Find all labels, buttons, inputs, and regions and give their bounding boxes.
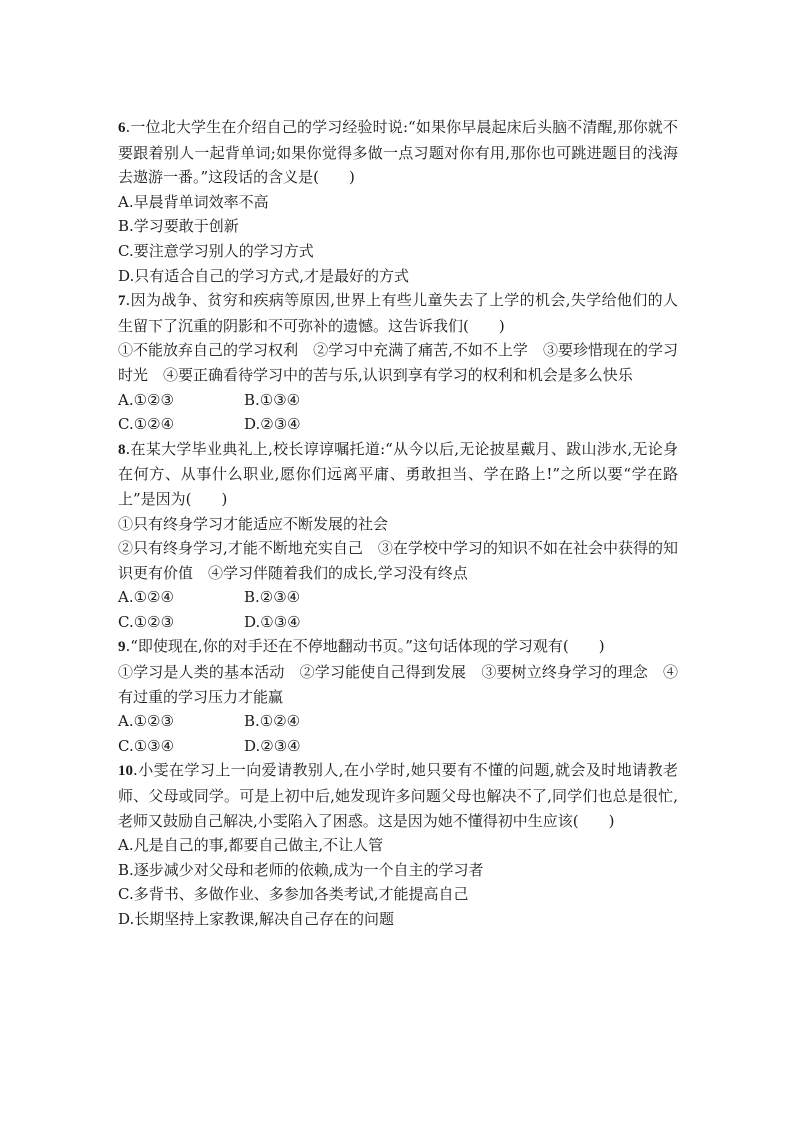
statement-list: ①学习是人类的基本活动 ②学习能使自己得到发展 ③要树立终身学习的理念 ④有过重的学习压力才能赢 <box>118 663 678 706</box>
question-stem <box>118 288 678 338</box>
choice-b: B.②③④ <box>244 588 301 607</box>
choice-c: C.①②③ <box>118 612 175 631</box>
choice-row <box>118 734 678 759</box>
choice-row <box>118 610 678 635</box>
question-stem <box>118 437 678 512</box>
question-text: .一位北大学生在介绍自己的学习经验时说:“如果你早晨起床后头脑不清醒,那你就不要跟着别人一起背单词;如果你觉得多做一点习题对你有用,那你也可跳进题目的浅海去遨游一番。”这段话的含义是( ) <box>118 118 678 187</box>
choice-b: B.①②④ <box>244 712 301 731</box>
option-d: D.只有适合自己的学习方式,才是最好的方式 <box>118 266 410 285</box>
question-text: .小雯在学习上一向爱请教别人,在小学时,她只要有不懂的问题,就会及时地请教老师、父母或同学。可是上初中后,她发现许多问题父母也解决不了,同学们也总是很忙,老师又鼓励自己解决,小雯陷入了困惑。这是因为她不懂得初中生应该( ) <box>118 761 678 830</box>
choice-d: D.①③④ <box>244 612 301 631</box>
option-c: C.要注意学习别人的学习方式 <box>118 241 314 260</box>
choice-d: D.②③④ <box>244 415 301 434</box>
choice-row <box>118 388 678 413</box>
choice-row <box>118 585 678 610</box>
choice-a: A.①②④ <box>118 588 174 607</box>
question-10 <box>118 758 678 931</box>
question-text: .“即使现在,你的对手还在不停地翻动书页。”这句话体现的学习观有( ) <box>125 637 605 656</box>
option-b: B.逐步减少对父母和老师的依赖,成为一个自主的学习者 <box>118 860 484 879</box>
choice-c: C.①③④ <box>118 736 175 755</box>
choice-b: B.①③④ <box>244 390 301 409</box>
choice-d: D.②③④ <box>244 736 301 755</box>
question-number: 9 <box>118 639 126 656</box>
question-8 <box>118 437 678 635</box>
option-b: B.学习要敢于创新 <box>118 217 239 236</box>
question-number: 7 <box>118 293 126 310</box>
question-9 <box>118 634 678 758</box>
choice-a: A.①②③ <box>118 712 174 731</box>
question-stem <box>118 758 678 833</box>
option-a: A.凡是自己的事,都要自己做主,不让人管 <box>118 836 384 855</box>
choice-a: A.①②③ <box>118 390 174 409</box>
statement-list: ①不能放弃自己的学习权利 ②学习中充满了痛苦,不如不上学 ③要珍惜现在的学习时光 ④要正确看待学习中的苦与乐,认识到享有学习的权利和机会是多么快乐 <box>118 341 678 384</box>
question-text: .因为战争、贫穷和疾病等原因,世界上有些儿童失去了上学的机会,失学给他们的人生留下了沉重的阴影和不可弥补的遗憾。这告诉我们( ) <box>118 291 678 335</box>
choice-c: C.①②④ <box>118 415 175 434</box>
choice-row <box>118 412 678 437</box>
question-text: .在某大学毕业典礼上,校长谆谆嘱托道:“从今以后,无论披星戴月、跋山涉水,无论身在何方、从事什么职业,愿你们远离平庸、勇敢担当、学在路上!”之所以要“学在路上”是因为( ) <box>118 439 678 508</box>
question-number: 10 <box>118 763 133 780</box>
statement-line: ②只有终身学习,才能不断地充实自己 ③在学校中学习的知识不如在社会中获得的知识更有价值 ④学习伴随着我们的成长,学习没有终点 <box>118 539 678 582</box>
question-number: 6 <box>118 120 126 136</box>
question-stem <box>118 634 678 660</box>
option-d: D.长期坚持上家教课,解决自己存在的问题 <box>118 910 395 928</box>
option-a: A.早晨背单词效率不高 <box>118 192 269 211</box>
question-stem <box>118 115 678 190</box>
option-c: C.多背书、多做作业、多参加各类考试,才能提高自己 <box>118 885 469 904</box>
question-number: 8 <box>118 441 126 458</box>
question-7 <box>118 288 678 437</box>
choice-row <box>118 709 678 734</box>
question-list <box>118 115 678 932</box>
statement-line: ①只有终身学习才能适应不断发展的社会 <box>118 514 389 533</box>
question-6 <box>118 115 678 288</box>
